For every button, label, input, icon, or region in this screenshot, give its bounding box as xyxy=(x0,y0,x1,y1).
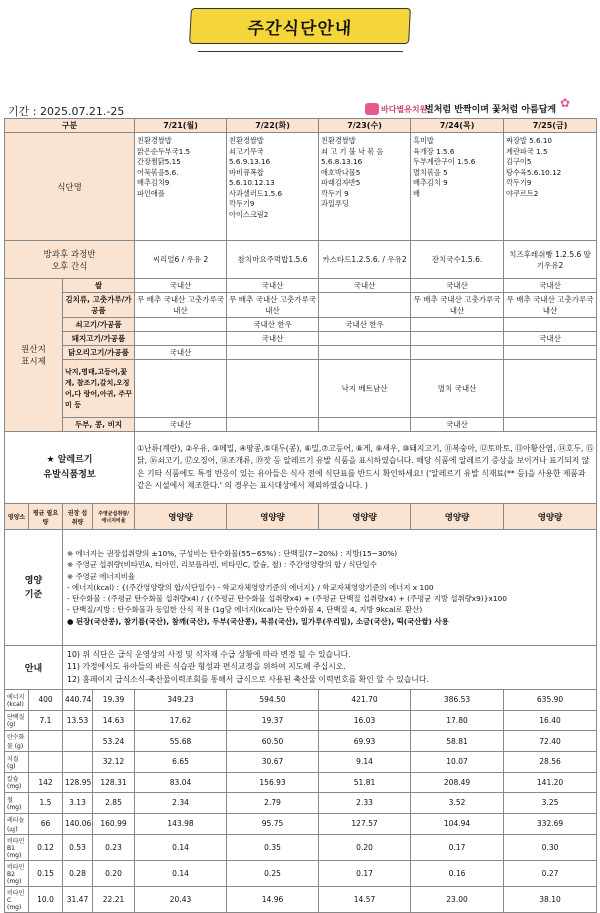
menu-cell: 흑미밥 육개장 1.5.6 두부계란구이 1.5.6 멸치볶음 5 배추김치 9 배 xyxy=(411,133,504,241)
nutrition-value: 69.93 xyxy=(319,731,411,752)
nutrition-value: 0.35 xyxy=(227,834,319,860)
origin-row xyxy=(5,346,597,360)
origin-cell: 국내산 xyxy=(135,279,227,293)
origin-cell: 국내산 한우 xyxy=(227,318,319,332)
standard-label: 영양 기준 xyxy=(5,530,63,646)
snack-row xyxy=(5,241,597,279)
nutrition-value: 128.95 xyxy=(63,772,93,793)
nutrition-row xyxy=(5,772,597,793)
nutrition-value: 0.53 xyxy=(63,834,93,860)
menu-cell: 친환경쌀밥 맑은순두부국1.5 간장찜닭5.15 어묵볶음5.6. 배추김치9 파인애플 xyxy=(135,133,227,241)
origin-cell: 국내산 xyxy=(504,332,597,346)
nutrition-value: 31.47 xyxy=(63,886,93,912)
nutrient-name: 철(mg) xyxy=(5,793,29,814)
standard-text: ※ 에너지는 권장섭취량의 ±10%, 구성비는 탄수화물(55~65%) : 단백질(7~20%) : 지방(15~30%) ※ 주영균 섭취량(비타민A, 티아민, 리보플라빈, 비타민C, 칼슘, 철) : 주간영양량의 합 / 식단일수 ※ 주영균 에너지비율 - 에너지(kcal) : {(주간영양량의 합/식단일수) - 학교자체영양기준의 에너지} / 학교자체영양기준의 에너지 x 100 - 탄수화물 : (주평균 탄수화물 섭취량x4) / {(주평균 탄수화물 섭취량x4) + (주평균 단백질 섭취량x4) + (주평균 지방 섭취량x9)}x100 - 단백질/지방 : 탄수화물과 동일한 산식 적용 (1g당 에너지(kcal)는 탄수화물 4, 단백질 4, 지방 9kcal로 환산) ● 된장(국산콩), 참기름(국산), 참깨(국산), 두부(국산콩), 묵류(국산), 밀가루(우리밀), 소금(국산), 떡(국산쌀) 사용 xyxy=(63,530,597,646)
nutrition-value: 2.34 xyxy=(135,793,227,814)
origin-cell: 무 배추 국내산 고춧가루국내산 xyxy=(411,293,504,318)
kindergarten-logo xyxy=(365,103,427,115)
period-text: 기간 : 2025.07.21.-25 xyxy=(8,105,125,118)
nutrient-name: 에너지 (kcal) xyxy=(5,690,29,711)
nutrient-name: 레티놀(㎍) xyxy=(5,813,29,834)
nutrition-value: 53.24 xyxy=(93,731,135,752)
nutrition-value: 104.94 xyxy=(411,813,504,834)
origin-row xyxy=(5,279,597,293)
nutrition-value: 9.14 xyxy=(319,752,411,773)
nutrition-value: 143.98 xyxy=(135,813,227,834)
nutrition-value: 0.28 xyxy=(63,860,93,886)
notice-text: 10) 위 식단은 급식 운영상의 사정 및 식자재 수급 상황에 따라 변경 될 수 있습니다. 11) 가정에서도 유아들의 바른 식습관 형성과 편식교정을 위하여 지도해 주십시오. 12) 홈페이지 급식소식-축산물이력조회를 통해서 급식으로 사용된 축산물 이력번호를 확인 할 수 있습니다. xyxy=(63,646,597,690)
snack-cell: 씨리얼6 / 우유 2 xyxy=(135,241,227,279)
nutrition-value: 0.30 xyxy=(504,834,597,860)
slogan: 벌처럼 반짝이며 꽃처럼 아름답게 xyxy=(425,105,557,115)
nutrition-value: 13.53 xyxy=(63,710,93,731)
nutrition-value: 0.17 xyxy=(411,834,504,860)
nutrition-value: 19.37 xyxy=(227,710,319,731)
nutrition-row xyxy=(5,886,597,912)
nutrition-value: 0.27 xyxy=(504,860,597,886)
nutrition-row xyxy=(5,752,597,773)
nutrition-value: 3.25 xyxy=(504,793,597,814)
nutrition-value: 14.63 xyxy=(93,710,135,731)
nutrition-header: 영양소 xyxy=(5,504,29,530)
origin-cell xyxy=(411,318,504,332)
nutrition-value: 51.81 xyxy=(319,772,411,793)
nutrition-row xyxy=(5,710,597,731)
notice-label: 안내 xyxy=(5,646,63,690)
origin-cell xyxy=(319,418,411,432)
origin-item: 쌀 xyxy=(63,279,135,293)
nutrition-value: 386.53 xyxy=(411,690,504,711)
origin-cell: 멸치 국내산 xyxy=(411,360,504,418)
origin-cell: 국내산 xyxy=(319,279,411,293)
allergen-row xyxy=(5,432,597,504)
origin-item: 두부, 콩, 비지 xyxy=(63,418,135,432)
origin-cell: 국내산 xyxy=(227,279,319,293)
menu-cell: 친환경쌀밥 쇠 고 기 불 낙 볶 음 5.6.8.13.16 애호박나물5 파래김자반5 깍두기 9 과일푸딩 xyxy=(319,133,411,241)
nutrition-value: 3.13 xyxy=(63,793,93,814)
nutrition-value: 0.12 xyxy=(29,834,63,860)
day-header: 7/22(화) xyxy=(227,119,319,133)
origin-cell: 무 배추 국내산 고춧가루국내산 xyxy=(227,293,319,318)
nutrition-header: 영양량 xyxy=(319,504,411,530)
nutrient-name: 단백질(g) xyxy=(5,710,29,731)
nutrition-value: 22.21 xyxy=(93,886,135,912)
nutrition-value: 7.1 xyxy=(29,710,63,731)
nutrition-value: 0.15 xyxy=(29,860,63,886)
origin-item: 돼지고기/가공품 xyxy=(63,332,135,346)
origin-item: 쇠고기/가공품 xyxy=(63,318,135,332)
origin-cell xyxy=(319,346,411,360)
nutrition-value: 127.57 xyxy=(319,813,411,834)
origin-row xyxy=(5,318,597,332)
origin-row xyxy=(5,418,597,432)
snack-cell: 잔치국수1.5.6. xyxy=(411,241,504,279)
nutrition-value xyxy=(29,752,63,773)
nutrition-row xyxy=(5,834,597,860)
nutrition-value: 10.07 xyxy=(411,752,504,773)
nutrition-value: 128.31 xyxy=(93,772,135,793)
nutrition-value: 0.20 xyxy=(319,834,411,860)
nutrition-value: 0.14 xyxy=(135,834,227,860)
nutrition-value: 3.52 xyxy=(411,793,504,814)
nutrition-value: 10.0 xyxy=(29,886,63,912)
logo-text: 바다별유치원 xyxy=(381,104,428,114)
nutrition-value xyxy=(63,731,93,752)
origin-cell xyxy=(319,293,411,318)
origin-item: 낙지,명태,고등어,꽃게, 참조기,갈치,오징어,다 랑어,아귀, 주꾸미 등 xyxy=(63,360,135,418)
nutrition-value: 421.70 xyxy=(319,690,411,711)
nutrition-body xyxy=(5,690,597,913)
day-header: 7/24(목) xyxy=(411,119,504,133)
origin-cell: 국내산 xyxy=(135,346,227,360)
allergen-text: ①난류(계란), ②우유, ③메밀, ④땅콩,⑤대두(콩), ⑥밀,⑦고등어, ⑧게, ⑨새우, ⑩돼지고기, ⑪복숭아, ⑫토마토, ⑬아황산염, ⑭호두, ⑮닭, ⑯쇠고기, ⑰오징어, ⑱조개류, ⑲잣 등 알레르기 유발 식품을 표시하였습니다. 해당 식품에 알레르기 증상을 보이거나 표기되지 않은 기타 식품에도 특정 반응이 있는 유아들은 식사 전에 식단표를 반드시 확인하세요! ('알레르기 유발 식재료(** 등)을 사용한 제품과 같은 시설에서 제조한다.' 의 경우는 표시대상에서 제외하였습니다. ) xyxy=(135,432,597,504)
nutrition-value: 440.74 xyxy=(63,690,93,711)
nutrition-header: 주영균섭취량/ 에너지비율 xyxy=(93,504,135,530)
origin-cell: 국내산 xyxy=(504,279,597,293)
nutrition-value: 400 xyxy=(29,690,63,711)
origin-row xyxy=(5,293,597,318)
nutrition-value: 635.90 xyxy=(504,690,597,711)
nutrition-row xyxy=(5,813,597,834)
nutrition-value: 32.12 xyxy=(93,752,135,773)
snack-cell: 카스타드1.2.5.6. / 우유2 xyxy=(319,241,411,279)
origin-cell: 국내산 xyxy=(135,418,227,432)
origin-cell xyxy=(227,346,319,360)
nutrition-value: 14.96 xyxy=(227,886,319,912)
nutrition-value: 332.69 xyxy=(504,813,597,834)
standard-row xyxy=(5,530,597,646)
nutrition-value: 142 xyxy=(29,772,63,793)
nutrition-row xyxy=(5,731,597,752)
day-header: 7/21(월) xyxy=(135,119,227,133)
nutrient-name: 지질(g) xyxy=(5,752,29,773)
nutrition-value: 83.04 xyxy=(135,772,227,793)
origin-cell xyxy=(227,360,319,418)
nutrition-value: 95.75 xyxy=(227,813,319,834)
allergen-label: ★ 알레르기 유발식품정보 xyxy=(5,432,135,504)
flower-icon: ✿ xyxy=(560,96,571,110)
origin-cell xyxy=(135,332,227,346)
nutrition-value: 17.80 xyxy=(411,710,504,731)
nutrition-row xyxy=(5,690,597,711)
nutrition-value: 38.10 xyxy=(504,886,597,912)
origin-row xyxy=(5,332,597,346)
nutrition-value: 28.56 xyxy=(504,752,597,773)
menu-cell: 짜장밥 5.6.10 계란파국 1.5 김구이5 탕수육5.6.10.12 깍두기9 야쿠르트2 xyxy=(504,133,597,241)
nutrition-header: 권장 섭취량 xyxy=(63,504,93,530)
origin-cell: 국내산 한우 xyxy=(319,318,411,332)
nutrition-value: 594.50 xyxy=(227,690,319,711)
nutrition-value: 0.14 xyxy=(135,860,227,886)
nutrition-value: 20.43 xyxy=(135,886,227,912)
snack-cell: 치즈후레쉬빵 1.2.5.6 딸기우유2 xyxy=(504,241,597,279)
day-header: 7/25(금) xyxy=(504,119,597,133)
title-underline xyxy=(198,46,403,52)
snack-label: 방과후 과정반 오후 간식 xyxy=(5,241,135,279)
origin-cell xyxy=(135,360,227,418)
origin-cell xyxy=(504,418,597,432)
origin-cell xyxy=(504,346,597,360)
nutrition-value: 23.00 xyxy=(411,886,504,912)
nutrition-value: 0.16 xyxy=(411,860,504,886)
nutrition-value: 349.23 xyxy=(135,690,227,711)
nutrition-header-row xyxy=(5,504,597,530)
nutrition-value: 1.5 xyxy=(29,793,63,814)
origin-cell xyxy=(135,318,227,332)
nutrition-value: 72.40 xyxy=(504,731,597,752)
day-header: 7/23(수) xyxy=(319,119,411,133)
nutrition-row xyxy=(5,860,597,886)
nutrition-value: 19.39 xyxy=(93,690,135,711)
title-banner xyxy=(190,8,410,44)
origin-cell xyxy=(504,360,597,418)
menu-table xyxy=(4,118,597,913)
nutrition-value: 0.20 xyxy=(93,860,135,886)
origin-cell xyxy=(504,318,597,332)
nutrition-value: 58.81 xyxy=(411,731,504,752)
nutrition-header: 영양량 xyxy=(411,504,504,530)
page-title: 주간식단안내 xyxy=(189,8,411,44)
logo-mark-icon xyxy=(365,103,379,115)
origin-label: 원산지 표시제 xyxy=(5,279,63,432)
origin-cell xyxy=(411,332,504,346)
nutrition-value: 140.06 xyxy=(63,813,93,834)
nutrition-value: 156.93 xyxy=(227,772,319,793)
nutrition-value xyxy=(29,731,63,752)
origin-cell: 국내산 xyxy=(411,418,504,432)
origin-item: 김치류, 고춧가루/가공품 xyxy=(63,293,135,318)
nutrition-header: 영양량 xyxy=(135,504,227,530)
origin-item: 닭오리고기/가공품 xyxy=(63,346,135,360)
origin-cell: 국내산 xyxy=(411,279,504,293)
gubun-header: 구분 xyxy=(5,119,135,133)
nutrition-value: 55.68 xyxy=(135,731,227,752)
origin-cell: 낙지 베트남산 xyxy=(319,360,411,418)
snack-cell: 참치마요주먹밥1.5.6 xyxy=(227,241,319,279)
notice-row xyxy=(5,646,597,690)
origin-cell xyxy=(319,332,411,346)
nutrition-value: 0.25 xyxy=(227,860,319,886)
nutrition-value: 66 xyxy=(29,813,63,834)
menu-row xyxy=(5,133,597,241)
nutrition-value: 6.65 xyxy=(135,752,227,773)
nutrition-row xyxy=(5,793,597,814)
nutrition-value: 17.62 xyxy=(135,710,227,731)
nutrition-value: 2.33 xyxy=(319,793,411,814)
nutrient-name: 비타민B2 (mg) xyxy=(5,860,29,886)
nutrition-value: 14.57 xyxy=(319,886,411,912)
nutrition-value: 16.03 xyxy=(319,710,411,731)
nutrition-value xyxy=(63,752,93,773)
nutrition-value: 2.85 xyxy=(93,793,135,814)
menu-label: 식단명 xyxy=(5,133,135,241)
nutrition-header: 영양량 xyxy=(504,504,597,530)
nutrition-header: 평균 필요량 xyxy=(29,504,63,530)
menu-cell: 친환경쌀밥 쇠고기무국 5.6.9.13.16 바비큐폭찹 5.6.10.12.13 사과샐러드1.5.6 깍두기9 아이스크림2 xyxy=(227,133,319,241)
header-row xyxy=(5,119,597,133)
nutrition-value: 2.79 xyxy=(227,793,319,814)
nutrition-value: 208.49 xyxy=(411,772,504,793)
nutrition-value: 0.23 xyxy=(93,834,135,860)
nutrition-value: 16.40 xyxy=(504,710,597,731)
origin-cell xyxy=(411,346,504,360)
nutrition-header: 영양량 xyxy=(227,504,319,530)
nutrition-value: 30.67 xyxy=(227,752,319,773)
nutrition-value: 60.50 xyxy=(227,731,319,752)
nutrient-name: 탄수화물 (g) xyxy=(5,731,29,752)
nutrition-value: 160.99 xyxy=(93,813,135,834)
nutrient-name: 칼슘(mg) xyxy=(5,772,29,793)
nutrient-name: 비타민B1 (mg) xyxy=(5,834,29,860)
origin-row xyxy=(5,360,597,418)
origin-cell: 무 배추 국내산 고춧가루국내산 xyxy=(504,293,597,318)
nutrient-name: 비타민C (mg) xyxy=(5,886,29,912)
origin-cell: 무 배추 국내산 고춧가루국내산 xyxy=(135,293,227,318)
origin-cell xyxy=(227,418,319,432)
origin-cell: 국내산 xyxy=(227,332,319,346)
nutrition-value: 141.20 xyxy=(504,772,597,793)
nutrition-value: 0.17 xyxy=(319,860,411,886)
